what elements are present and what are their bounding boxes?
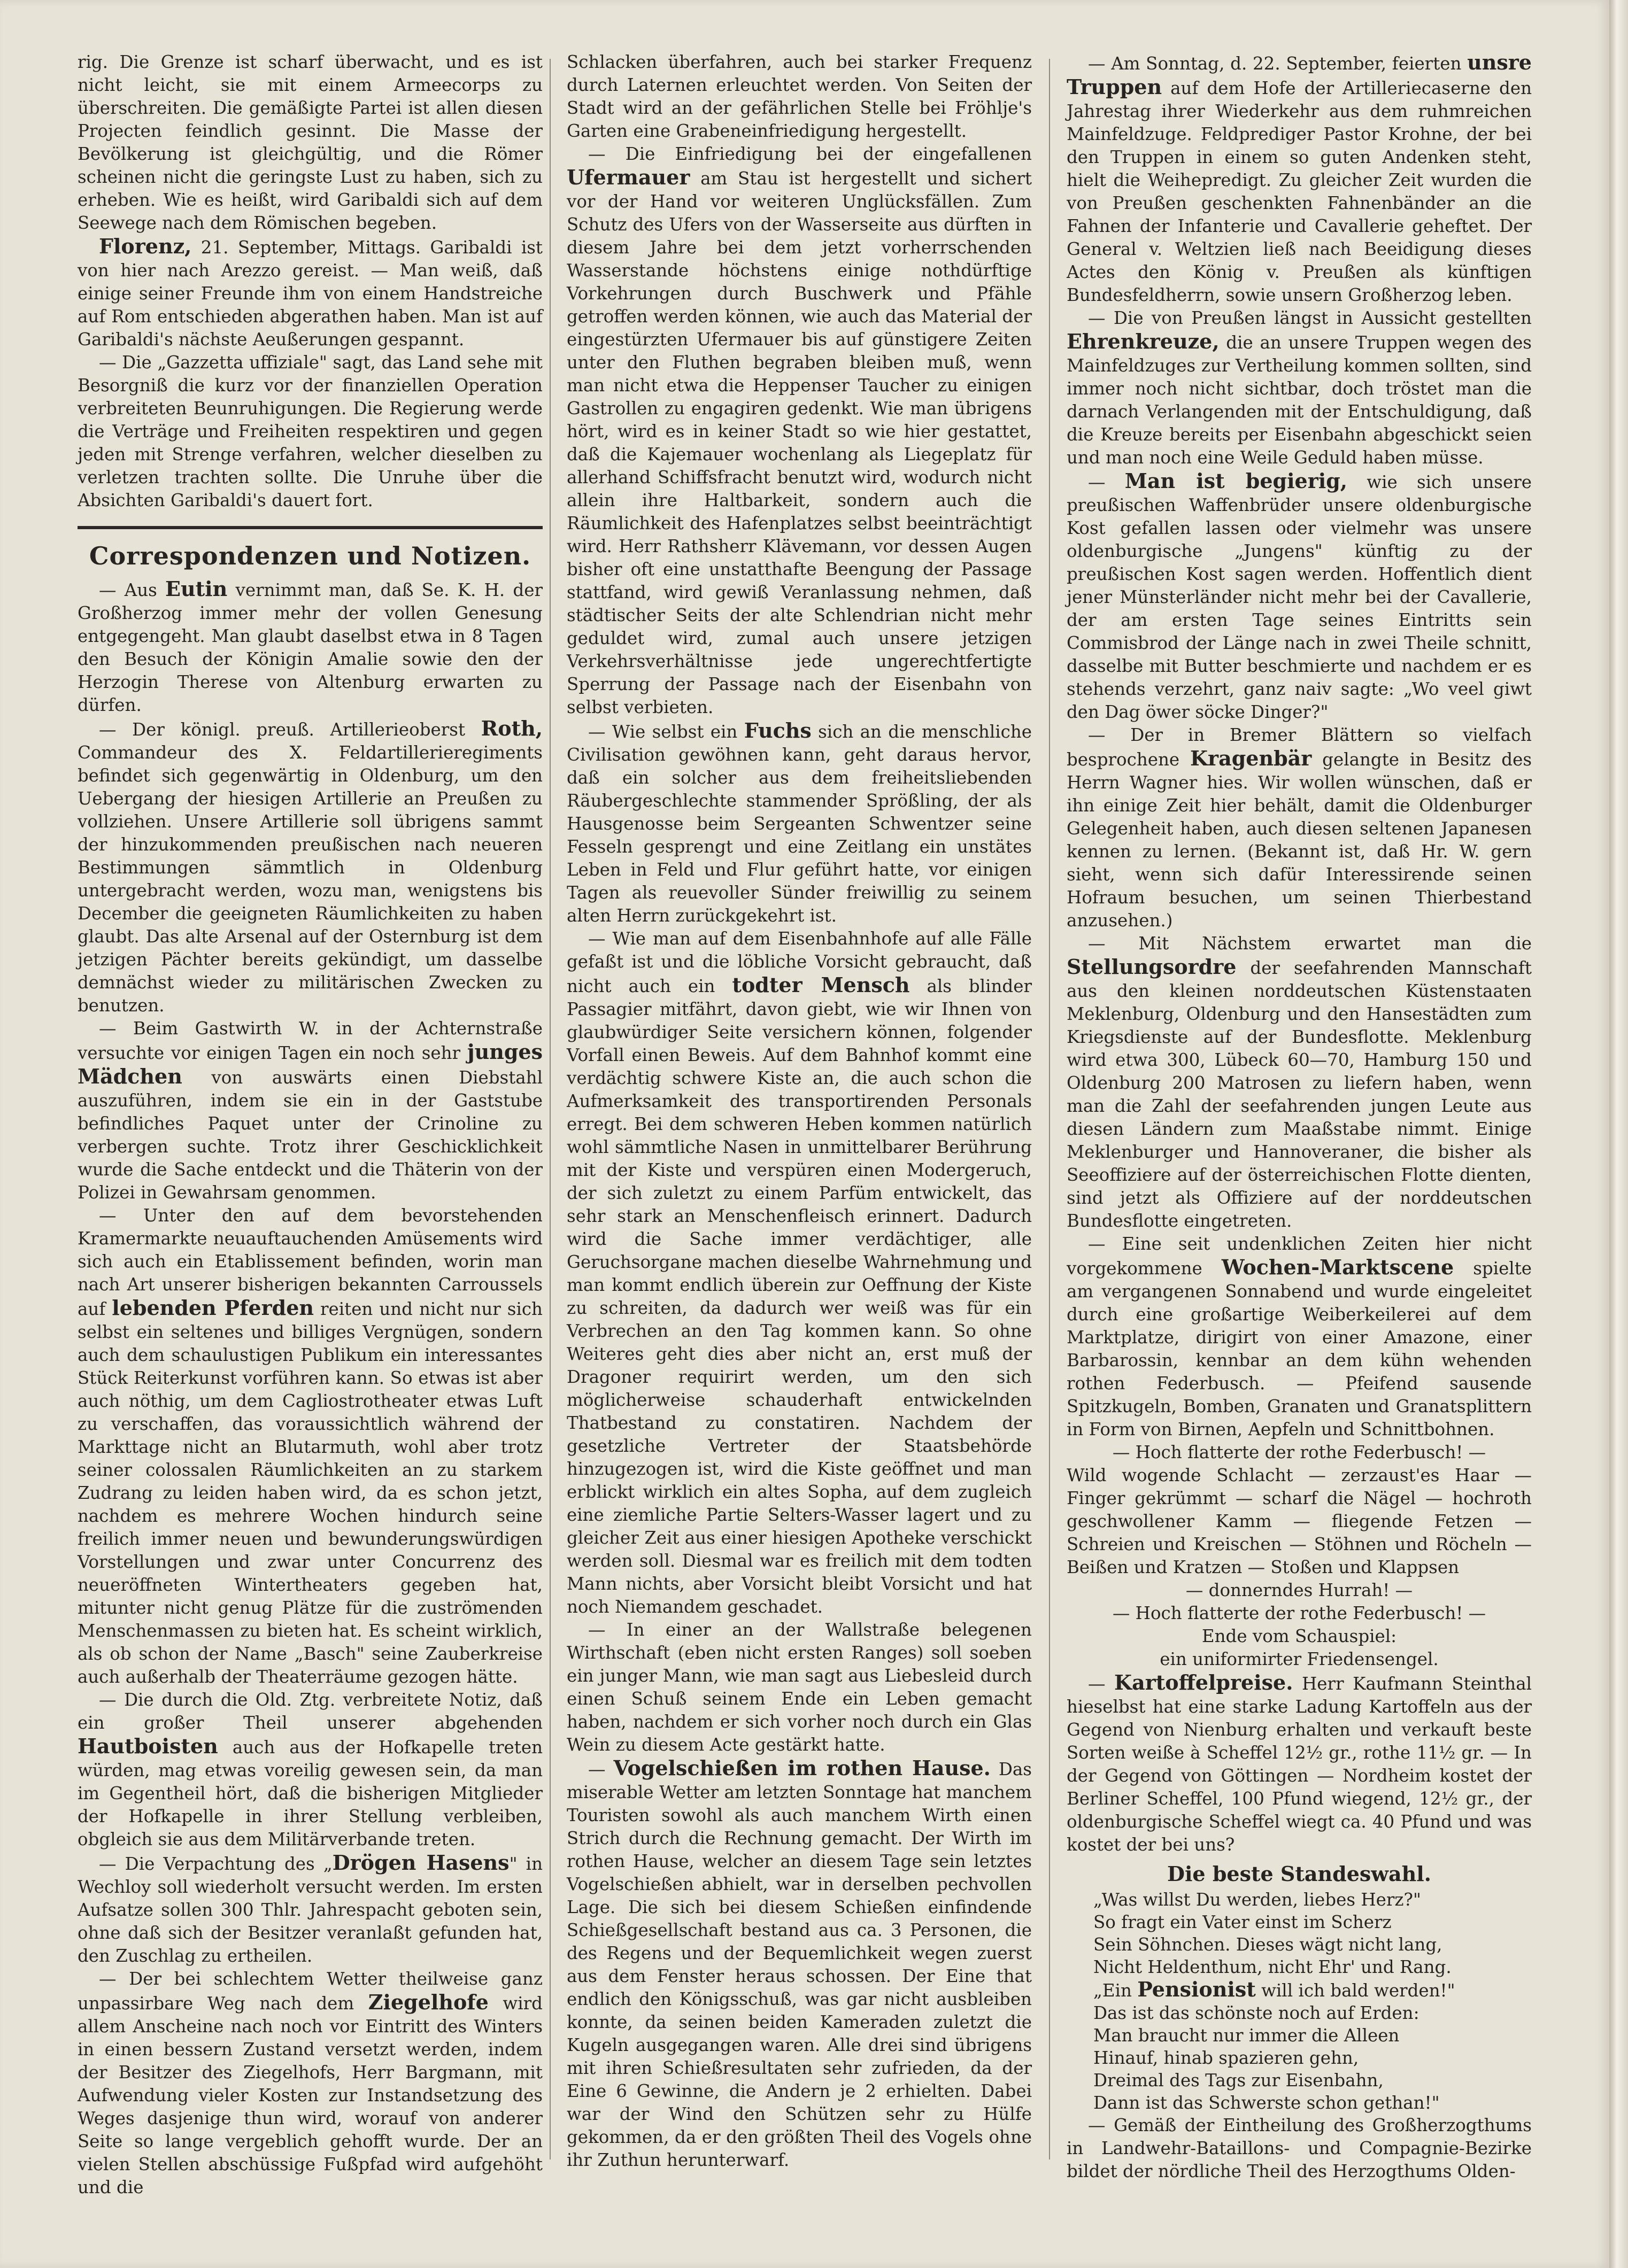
keyword: unsre Truppen — [1067, 50, 1532, 99]
notice-ufermauer — [567, 143, 1032, 719]
article-continuation: rig. Die Grenze ist scharf überwacht, und es ist nicht leicht, sie mit einem Armeecorps zu überschreiten. Die gemäßigte Partei ist allen diesen Projecten feindlich gesinnt. Die Masse der Bevölkerung ist gleichgültig, und die Römer scheinen nicht die geringste Lust zu haben, sich zu erheben. Wie es heißt, wird Garibaldi sich auf dem Seewege nach dem Römischen begeben. — [78, 52, 543, 233]
poem-line: Dreimal des Tags zur Eisenbahn, — [1093, 2070, 1384, 2091]
article-text: von auswärts einen Diebstahl auszuführen, indem sie ein in der Gaststube befindliches Paquet unter der Crinoline zu verbergen suchte. Trotz ihrer Geschicklichkeit wurde die Sache entdeckt und die Thäterin von der Polizei in Gewahrsam genommen. — [78, 1067, 543, 1203]
article-text: vernimmt man, daß Se. K. H. der Großherzog immer mehr der vollen Genesung entgegengeht. Man glaubt daselbst etwa in 8 Tagen den Besuch der Königin Amalie sowie den der Herzogin Therese von Altenburg erwarten zu dürfen. — [78, 580, 543, 715]
article-text: am Stau ist hergestellt und sichert vor der Hand vor weiteren Unglücksfällen. Zum Schutz des Ufers von der Wasserseite aus dürften in diesem Jahre bei dem jetzt vorherrschenden Wasserstande höchstens einige nothdürftige Vorkehrungen durch Buschwerk und Pfähle getroffen werden können, wie auch das Material der eingestürzten Ufermauer bis auf günstigere Zeiten unter den Fluthen begraben bleiben muß, wenn man nicht etwa die Heppenser Taucher zu einigen Gastrollen zu engagiren gedenkt. Wie man übrigens hört, wird es in keiner Stadt so wie hier gestattet, daß die Kajemauer wochenlang als Liegeplatz für allerhand Schiffsfracht benutzt wird, wodurch nicht allein ihre Haltbarkeit, sondern auch die Räumlichkeit des Hafenplatzes selbst beeinträchtigt wird. Herr Rathsherr Klävemann, vor dessen Augen bisher oft eine unstatthafte Beengung der Passage stattfand, wird gewiß Veranlassung nehmen, daß städtischer Seits der alte Schlendrian nicht mehr geduldet wird, zumal auch unsere jetzigen Verkehrsverhältnisse jede ungerechtfertigte Sperrung der Passage nach der Eisenbahn von selbst verbieten. — [567, 168, 1032, 717]
column-separator-1 — [550, 59, 551, 2159]
poem-line — [1093, 1978, 1532, 2002]
page-edge — [1609, 0, 1628, 2268]
lead: — — [1088, 472, 1125, 492]
article-text: Das miserable Wetter am letzten Sonntage hat manchem Touristen sowohl als auch manchem Wirth einen Strich durch die Rechnung gemacht. Der Wirth im rothen Hause, welcher an diesem Tage sein letztes Vogelschießen abhielt, war in derselben pechvollen Lage. Die sich bei diesem Schießen einfindende Schießgesellschaft bestand aus ca. 3 Personen, die des Regens und der Bequemlichkeit wegen zuerst aus dem Fenster heraus schossen. Der Eine that endlich den Königsschuß, was gar nicht ausbleiben konnte, da seinen beiden Kameraden zuletzt die Kugeln ausgegangen waren. Alle drei sind übrigens mit ihren Schießresultaten sehr zufrieden, da der Eine 6 Gewinne, die Andern je 2 erhielten. Dabei war der Wind den Schützen sehr zu Hülfe gekommen, da er den größten Theil des Vogels ohne ihr Zuthun herunterwarf. — [567, 1759, 1032, 2170]
lead: — Am Sonntag, d. 22. September, feierten — [1088, 53, 1468, 74]
notice-hautboisten — [78, 1689, 543, 1851]
lead: — Beim Gastwirth W. in der Achternstraße versuchte vor einigen Tagen ein noch sehr — [78, 1018, 543, 1063]
notice-vogelschiessen — [567, 1756, 1032, 2172]
article-text: der seefahrenden Mannschaft aus den kleinen norddeutschen Küstenstaaten Meklenburg, Oldenburg und den Hansestädten zum Kriegsdienste auf der Bundesflotte. Meklenburg wird etwa 300, Lübeck 60—70, Hamburg 150 und Oldenburg 200 Matrosen zu liefern haben, wenn man die Zahl der seefahrenden jungen Leute aus diesen Ländern zum Maaßstabe nimmt. Einige Meklenburger und Hannoveraner, die bisher als Seeoffiziere auf der österreichischen Flotte dienten, sind jetzt als Offiziere auf der norddeutschen Bundesflotte eingetreten. — [1067, 958, 1532, 1231]
poem-line: Hinauf, hinab spazieren gehn, — [1093, 2048, 1359, 2068]
lead: — Der bei schlechtem Wetter theilweise ganz unpassirbare Weg nach dem — [78, 1969, 543, 2014]
poem-line: Dann ist das Schwerste schon gethan!" — [1093, 2093, 1440, 2113]
article-text: Herr Kaufmann Steinthal hieselbst hat eine starke Ladung Kartoffeln aus der Gegend von Nienburg erhalten und verkauft beste Sorten weiße à Scheffel 12½ gr., rothe 11½ gr. — In der Gegend von Göttingen — Nordheim kostet der Berliner Scheffel, 100 Pfund wiegend, 12½ gr., der oldenburgische Scheffel wiegt ca. 40 Pfund und was kostet der bei uns? — [1067, 1674, 1532, 1855]
article-gazzetta: — Die „Gazzetta uffiziale" sagt, das Land sehe mit Besorgniß die kurz vor der finanziellen Operation verbreiteten Beunruhigungen. Die Regierung werde die Verträge und Freiheiten respektiren und gegen jeden mit Strenge verfahren, welcher dieselben zu verletzen trachten sollte. Die Unruhe über die Absichten Garibaldi's dauert fort. — [78, 352, 543, 510]
article-text: gelangte in Besitz des Herrn Wagner hies. Wir wollen wünschen, daß er ihn einige Zeit hier behält, damit die Oldenburger Gelegenheit haben, auch diesen seltenen Japanesen kennen zu lernen. (Bekannt ist, daß Hr. W. gern sieht, wenn sich dafür Interessirende seinen Hofraum besuchen, um seinen Thierbestand anzusehen.) — [1067, 749, 1532, 931]
keyword: Fuchs — [744, 718, 812, 742]
notice-kartoffelpreise — [1067, 1671, 1532, 1856]
keyword: Pensionist — [1137, 1977, 1256, 2001]
notice-roth — [78, 717, 543, 1017]
section-heading: Correspondenzen und Notizen. — [89, 541, 531, 570]
keyword: Florenz, — [99, 234, 192, 258]
keyword: Man ist begierig, — [1124, 469, 1347, 493]
article-text: Commandeur des X. Feldartillerieregiments befindet sich gegenwärtig in Oldenburg, um den Uebergang der hiesigen Artillerie an Preußen zu vollziehen. Unsere Artillerie soll übrigens sammt der hinzukommenden preußischen nach neueren Bestimmungen sämmtlich in Oldenburg untergebracht werden, wozu man, wenigstens bis December die geeigneten Räumlichkeiten zu haben glaubt. Das alte Arsenal auf der Osternburg ist dem jetzigen Pächter bereits gekündigt, um dasselbe demnächst wieder zu militärischen Zwecken zu benutzen. — [78, 742, 543, 1016]
keyword: junges Mädchen — [78, 1040, 543, 1088]
notice-ehrenkreuze — [1067, 307, 1532, 469]
verse-line: — Hoch flatterte der rothe Federbusch! — — [1112, 1603, 1486, 1623]
article-text: wird allem Anscheine nach noch vor Eintritt des Winters in einen bessern Zustand versetzt werden, indem der Besitzer des Ziegelhofs, Herr Bargmann, mit Aufwendung vieler Kosten zur Instandsetzung des Weges dasjenige thun wird, worauf von anderer Seite so lange vergeblich gehofft wurde. Der an vielen Stellen abschüssige Fußpfad wird aufgehöht und die — [78, 1993, 543, 2197]
poem-line: Das ist das schönste noch auf Erden: — [1093, 2003, 1419, 2023]
lead: — Die durch die Old. Ztg. verbreitete Notiz, daß ein großer Theil unserer abgehenden — [78, 1690, 543, 1733]
article-text: auf dem Hofe der Artilleriecaserne den Jahrestag ihrer Wiederkehr aus dem ruhmreichen Mainfeldzuge. Feldprediger Pastor Krohne, der bei den Truppen in einem so guten Andenken steht, hielt die Weihepredigt. Zu gleicher Zeit wurden die von Preußen geschenkten Fahnenbänder an die Fahnen der Infanterie und Cavallerie geheftet. Der General v. Weltzien ließ nach Beeidigung dieses Actes den König v. Preußen als künftigen Bundesfeldherrn, sowie unsern Großherzog leben. — [1067, 78, 1532, 305]
article-continuation: Schlacken überfahren, auch bei starker Frequenz durch Laternen erleuchtet werden. Von Seiten der Stadt wird an der gefährlichen Stelle bei Fröhlje's Garten eine Grabeneinfriedigung hergestellt. — [567, 52, 1032, 141]
keyword: Ehrenkreuze, — [1067, 329, 1220, 353]
keyword: Eutin — [165, 577, 228, 601]
notice-kragenbaer — [1067, 724, 1532, 932]
article-text: sich an die menschliche Civilisation gewöhnen kann, geht daraus hervor, daß ein solcher aus dem freiheitsliebenden Räubergeschlechte stammender Sprößling, der als Hausgenosse beim Sergeanten Schwentzer seine Fesseln gesprengt und eine Zeitlang ein unstätes Leben in Feld und Flur geführt hatte, vor einigen Tagen als reuevoller Sünder freiwillig zu seinem alten Herrn zurückgekehrt ist. — [567, 722, 1032, 926]
lead: — Die Verpachtung des „ — [99, 1854, 333, 1874]
poem — [1093, 1888, 1532, 2114]
lead: — Aus — [99, 580, 166, 600]
lead: — — [1088, 1674, 1115, 1694]
lead: — Mit Nächstem erwartet man die — [1088, 933, 1532, 954]
notice-todter-mensch — [567, 927, 1032, 1619]
keyword: todter Mensch — [732, 973, 910, 997]
poem-line: Man braucht nur immer die Alleen — [1093, 2025, 1400, 2046]
keyword: Kragenbär — [1190, 746, 1312, 770]
section-rule — [78, 526, 543, 529]
notice-stellungsordre — [1067, 932, 1532, 1233]
article-text: spielte am vergangenen Sonnabend und wurde eingeleitet durch eine großartige Weiberkeilerei auf dem Marktplatze, dirigirt von einer Amazone, einer Barbarossin, kennbar an dem kühn wehenden rothen Federbusch. — Pfeifend sausende Spitzkugeln, Bomben, Granaten und Granatsplittern in Form von Birnen, Aepfeln und Schnittbohnen. — [1067, 1258, 1532, 1439]
article-text: auch aus der Hofkapelle treten würden, mag etwas voreilig gewesen sein, da man im Gegentheil hört, daß die bisherigen Mitglieder der Hofkapelle in ihrer Stellung verbleiben, obgleich sie aus dem Militärverbande treten. — [78, 1737, 543, 1849]
notice-maedchen — [78, 1017, 543, 1204]
article-text: reiten und nicht nur sich selbst ein seltenes und billiges Vergnügen, sondern auch dem schaulustigen Publikum ein interessantes Stück Reiterkunst vorführen kann. So etwas ist aber auch nöthig, um dem Cagliostrotheater etwas Luft zu verschaffen, das voraussichtlich während der Markttage nicht an Blutarmuth, wohl aber trotz seiner colossalen Räumlichkeiten an zu starkem Zudrang zu leiden haben wird, da es schon jetzt, nachdem es mehrere Wochen hindurch seine freilich immer neuen und bewunderungswürdigen Vorstellungen und zwar unter Concurrenz des neueröffneten Wintertheaters gegeben hat, mitunter nicht genug Plätze für die zuströmenden Menschenmassen zu bieten hat. Es scheint wirklich, als ob schon der Name „Basch" seine Zauberkreise auch außerhalb der Theaterräume gezogen hätte. — [78, 1299, 543, 1687]
poem-line: Nicht Heldenthum, nicht Ehr' und Rang. — [1093, 1957, 1452, 1977]
article-text: die an unsere Truppen wegen des Mainfeldzuges zur Vertheilung kommen sollten, sind immer noch nicht sichtbar, doch tröstet man die darnach Verlangenden mit der Entschuldigung, daß die Kreuze bereits per Eisenbahn abgeschickt seien und man noch eine Weile Geduld haben müsse. — [1067, 332, 1532, 468]
notice-hasen — [78, 1851, 543, 1968]
keyword: Kartoffelpreise. — [1114, 1670, 1293, 1694]
notice-eutin — [78, 577, 543, 717]
column-1 — [78, 51, 543, 2199]
verse-line: ein uniformirter Friedensengel. — [1160, 1649, 1439, 1669]
poem-line: Sein Söhnchen. Dieses wägt nicht lang, — [1093, 1934, 1442, 1955]
poem-title: Die beste Standeswahl. — [1167, 1862, 1431, 1886]
article-text: als blinder Passagier mitfährt, davon giebt, wie wir Ihnen von glaubwürdiger Seite versichern können, folgender Vorfall einen Beweis. Auf dem Bahnhof kommt eine verdächtig schwere Kiste an, die auch schon die Aufmerksamkeit des transportirenden Personals erregt. Bei dem schweren Heben kommen natürlich wohl sämmtliche Nasen in unmittelbarer Berührung mit der Kiste und verspüren einen Modergeruch, der sich zuletzt zu einem Parfüm entwickelt, das sehr stark an Menschenfleisch erinnert. Dadurch wird die Sache immer verdächtiger, alle Geruchsorgane machen dieselbe Wahrnehmung und man kommt endlich überein zur Oeffnung der Kiste zu schreiten, da dadurch wer weiß was für ein Verbrechen an den Tag kommen kann. So ohne Weiteres geht dies aber nicht an, erst muß der Dragoner requirirt werden, um den sich möglicherweise schauderhaft entwickelnden Thatbestand zu constatiren. Nachdem der gesetzliche Vertreter der Staatsbehörde hinzugezogen ist, wird die Kiste geöffnet und man erblickt wirklich ein altes Sopha, auf dem zugleich eine ziemliche Partie Selters-Wasser lagert und zu gleicher Zeit aus einer hiesigen Apotheke verschickt werden soll. Diesmal war es freilich mit dem todten Mann nichts, aber Vorsicht bleibt Vorsicht und hat noch Niemandem geschadet. — [567, 976, 1032, 1617]
keyword: Wochen-Marktscene — [1221, 1255, 1454, 1279]
notice-ziegelhof — [78, 1968, 543, 2199]
article-text: 21. September, Mittags. Garibaldi ist von hier nach Arezzo gereist. — Man weiß, daß einige seiner Freunde ihm von einem Handstreiche auf Rom entschieden abgerathen haben. Man ist auf Garibaldi's nächste Aeußerungen gespannt. — [78, 237, 543, 350]
lead: — Eine seit undenklichen Zeiten hier nicht vorgekommene — [1067, 1234, 1532, 1279]
lead: — Wie selbst ein — [588, 722, 744, 742]
poem-line: So fragt ein Vater einst im Scherz — [1093, 1912, 1392, 1932]
column-2 — [567, 51, 1032, 2172]
verse-line: — Hoch flatterte der rothe Federbusch! — — [1112, 1442, 1486, 1462]
lead: — Die von Preußen längst in Aussicht gestellten — [1088, 308, 1532, 328]
notice-truppen — [1067, 51, 1532, 307]
verse-line: — donnerndes Hurrah! — — [1185, 1580, 1413, 1600]
keyword: Drögen Hasens — [332, 1851, 510, 1875]
notice-fuchs — [567, 719, 1032, 927]
lead: — — [588, 1759, 614, 1779]
notice-begierig — [1067, 469, 1532, 724]
verse-block: Wild wogende Schlacht — zerzaust'es Haar — Finger gekrümmt — scharf die Nägel — hochroth geschwollener Kamm — fliegende Fetzen — Schreien und Kreischen — Stöhnen und Röcheln — Beißen und Kratzen — Stoßen und Klappsen — [1067, 1465, 1532, 1577]
notice-wallstrasse: — In einer an der Wallstraße belegenen Wirthschaft (eben nicht ersten Ranges) soll soeben ein junger Mann, wie man sagt aus Liebesleid durch einen Schuß seinem Ende ein Leben gemacht haben, nachdem er sich vorher noch durch ein Glas Wein zu diesem Acte gestärkt hatte. — [567, 1620, 1032, 1755]
keyword: Ziegelhofe — [368, 1990, 489, 2014]
keyword: lebenden Pferden — [112, 1296, 314, 1320]
lead: — Die Einfriedigung bei der eingefallenen — [588, 144, 1032, 164]
keyword: Roth, — [481, 716, 543, 740]
column-3 — [1067, 51, 1532, 2183]
lead: — Der königl. preuß. Artillerieoberst — [99, 719, 481, 740]
lead: — Wie man auf dem Eisenbahnhofe auf alle Fälle gefaßt ist und die löbliche Vorsicht gebraucht, daß nicht auch ein — [567, 928, 1032, 996]
keyword: Ufermauer — [567, 165, 690, 189]
lead: — Der in Bremer Blättern so vielfach besprochene — [1067, 725, 1532, 770]
verse-line: Ende vom Schauspiel: — [1201, 1626, 1397, 1646]
notice-landwehr: — Gemäß der Eintheilung des Großherzogthums in Landwehr-Bataillons- und Compagnie-Bezirke bildet der nördliche Theil des Herzogthums Olden- — [1067, 2115, 1532, 2181]
column-separator-2 — [1049, 59, 1050, 2159]
keyword: Stellungsordre — [1067, 955, 1237, 979]
article-text: " in Wechloy soll wiederholt versucht werden. Im ersten Aufsatze sollen 300 Thlr. Jahrespacht geboten sein, ohne daß sich der Besitzer veranlaßt gefunden hat, den Zuschlag zu ertheilen. — [78, 1854, 543, 1966]
article-florenz — [78, 235, 543, 351]
lead: — Unter den auf dem bevorstehenden Kramermarkte neuauftauchenden Amüsements wird sich auch ein Etablissement befinden, worin man nach Art unserer bisherigen bekannten Carroussels auf — [78, 1205, 543, 1319]
notice-pferde — [78, 1204, 543, 1689]
poem-text: „Ein — [1093, 1980, 1138, 2001]
keyword: Hautboisten — [78, 1734, 218, 1758]
poem-line: „Was willst Du werden, liebes Herz?" — [1093, 1890, 1421, 1910]
notice-marktscene — [1067, 1233, 1532, 1441]
poem-text: will ich bald werden!" — [1255, 1980, 1455, 2001]
article-text: wie sich unsere preußischen Waffenbrüder unsere oldenburgische Kost gefallen lassen oder vielmehr was unsere oldenburgische „Jungens" künftig zu der preußischen Kost sagen werden. Hoffentlich dient jener Münsterländer nicht mehr bei der Cavallerie, der am ersten Tage seines Eintritts sein Commisbrod der Länge nach in zwei Theile schnitt, dasselbe mit Butter beschmierte und nachdem er es stehends verzehrt, ganz naiv sagte: „Wo veel giwt den Dag öwer söcke Dinger?" — [1067, 472, 1532, 722]
keyword: Vogelschießen im rothen Hause. — [613, 1756, 991, 1780]
